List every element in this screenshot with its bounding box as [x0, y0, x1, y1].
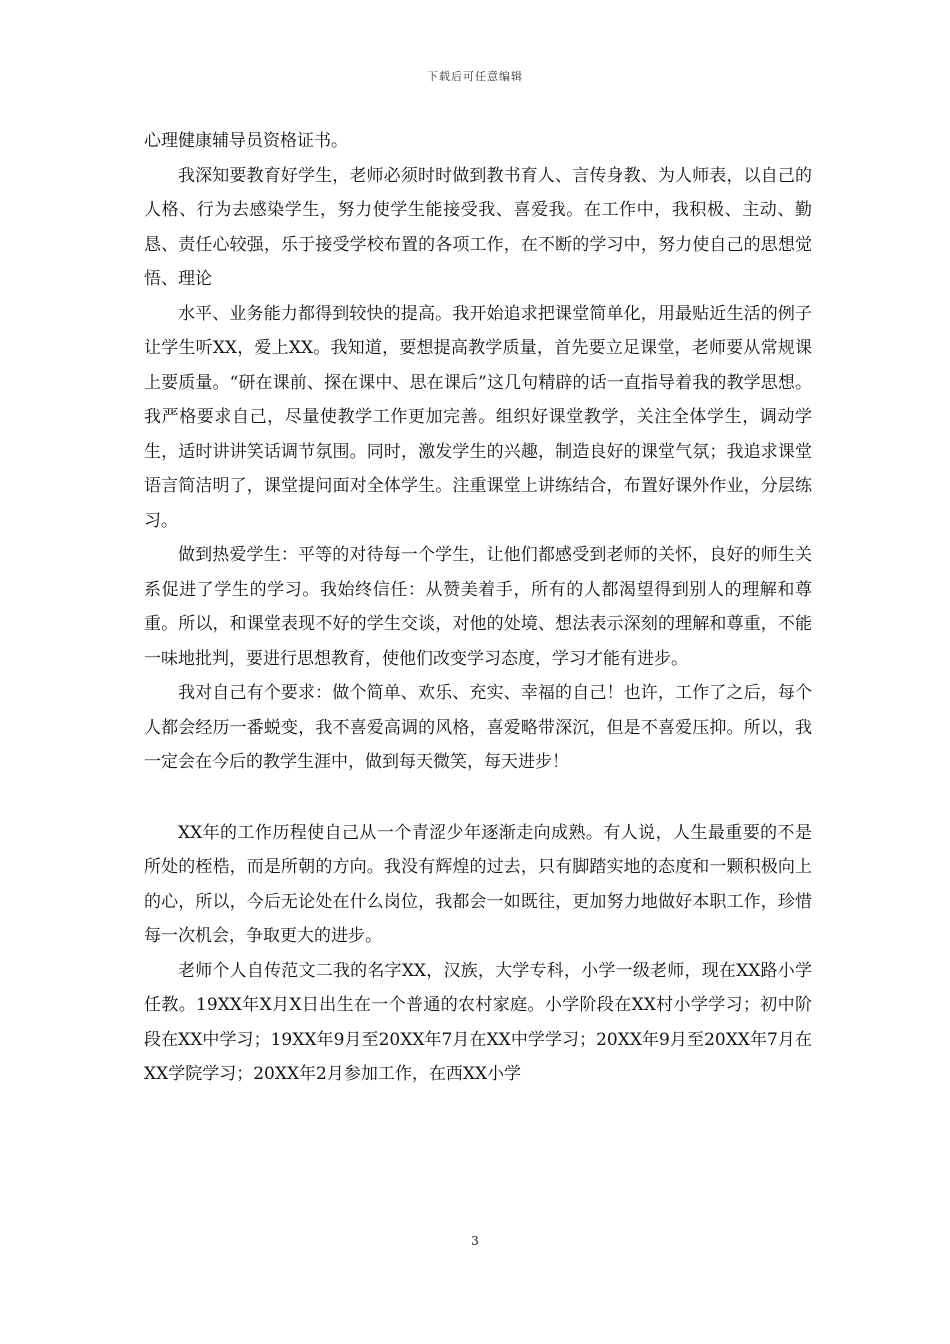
page-number: 3 — [471, 1234, 479, 1248]
paragraph: 老师个人自传范文二我的名字XX，汉族，大学专科，小学一级老师，现在XX路小学任教。19XX年X月X日出生在一个普通的农村家庭。小学阶段在XX村小学学习；初中阶段在XX中学习；19XX年9月至20XX年7月在XX中学学习；20XX年9月至20XX年7月在XX学院学习；20XX年2月参加工作，在西XX小学 — [144, 960, 812, 1084]
paragraph-continuation: 心理健康辅导员资格证书。 — [144, 131, 348, 151]
paragraph: 水平、业务能力都得到较快的提高。我开始追求把课堂简单化，用最贴近生活的例子让学生听XX，爱上XX。我知道，要想提高教学质量，首先要立足课堂，老师要从常规课上要质量。“研在课前、探在课中、思在课后”这几句精辟的话一直指导着我的教学思想。我严格要求自己，尽量使教学工作更加完善。组织好课堂教学，关注全体学生，调动学生，适时讲讲笑话调节氛围。同时，激发学生的兴趣，制造良好的课堂气氛；我追求课堂语言简洁明了，课堂提问面对全体学生。注重课堂上讲练结合，布置好课外作业，分层练习。 — [144, 303, 812, 531]
page-header-note: 下载后可任意编辑 — [427, 70, 523, 83]
paragraph: 做到热爱学生：平等的对待每一个学生，让他们都感受到老师的关怀，良好的师生关系促进了学生的学习。我始终信任：从赞美着手，所有的人都渴望得到别人的理解和尊重。所以，和课堂表现不好的学生交谈，对他的处境、想法表示深刻的理解和尊重，不能一味地批判，要进行思想教育，使他们改变学习态度，学习才能有进步。 — [144, 545, 812, 669]
paragraph: 我深知要教育好学生，老师必须时时做到教书育人、言传身教、为人师表，以自己的人格、行为去感染学生，努力使学生能接受我、喜爱我。在工作中，我积极、主动、勤恳、责任心较强，乐于接受学校布置的各项工作，在不断的学习中，努力使自己的思想觉悟、理论 — [144, 165, 812, 289]
paragraph: 我对自己有个要求：做个简单、欢乐、充实、幸福的自己！也许，工作了之后，每个人都会经历一番蜕变，我不喜爱高调的风格，喜爱略带深沉，但是不喜爱压抑。所以，我一定会在今后的教学生涯中，做到每天微笑，每天进步！ — [144, 683, 812, 772]
paragraph: XX年的工作历程使自己从一个青涩少年逐渐走向成熟。有人说，人生最重要的不是所处的桎梏，而是所朝的方向。我没有辉煌的过去，只有脚踏实地的态度和一颗积极向上的心，所以，今后无论处在什么岗位，我都会一如既往，更加努力地做好本职工作，珍惜每一次机会，争取更大的进步。 — [144, 822, 812, 946]
document-body — [144, 124, 812, 1092]
